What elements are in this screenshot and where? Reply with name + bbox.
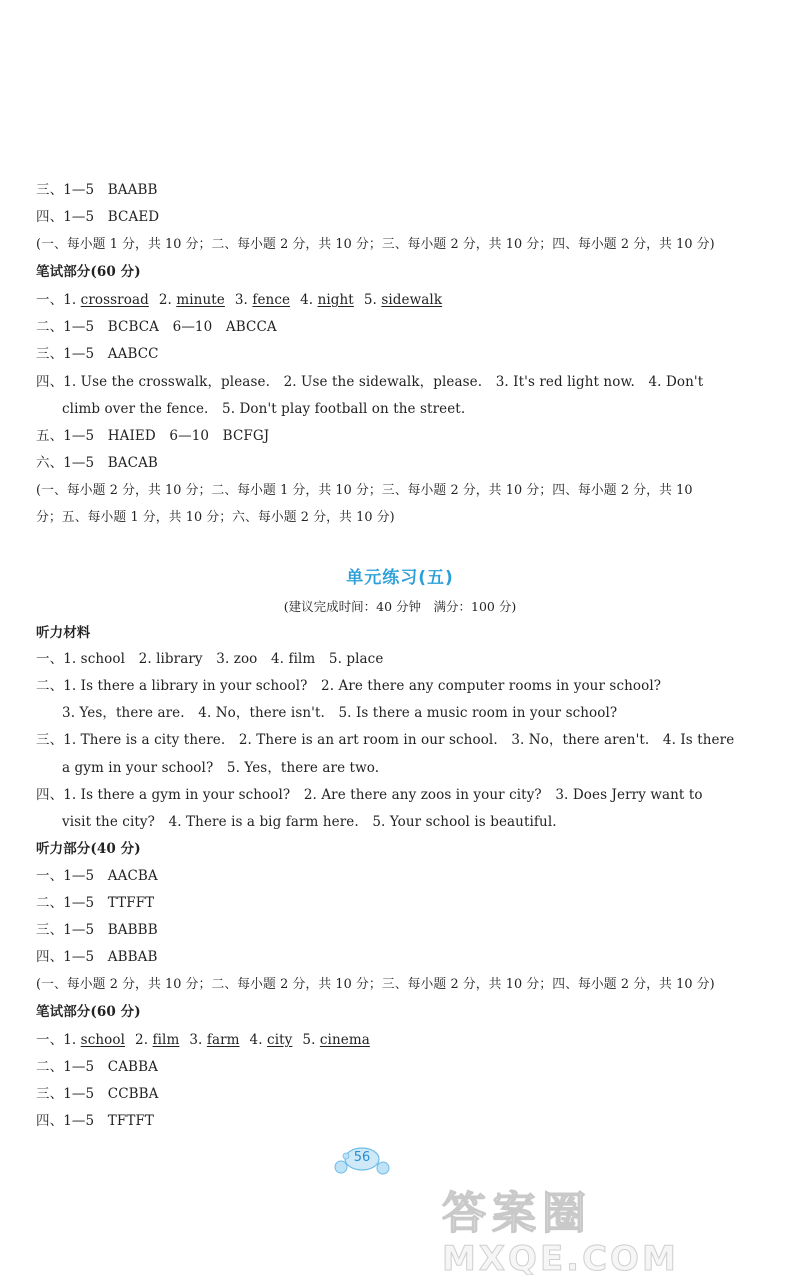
answer-line: climb over the fence. 5. Don't play football on the street. xyxy=(62,401,466,417)
page-number-badge xyxy=(332,1145,392,1177)
material-line: 3. Yes，there are. 4. No，there isn't. 5. Is there a music room in your school? xyxy=(62,705,618,721)
answer-word: school xyxy=(80,1032,126,1048)
material-line: visit the city? 4. There is a big farm here. 5. Your school is beautiful. xyxy=(62,814,557,830)
svg-text:MXQE.COM: MXQE.COM xyxy=(442,1239,679,1275)
answer-line: 五、1—5 HAIED 6—10 BCFGJ xyxy=(36,428,270,444)
material-line: 一、1. school 2. library 3. zoo 4. film 5. place xyxy=(36,651,384,667)
material-line: 四、1. Is there a gym in your school? 2. Are there any zoos in your city? 3. Does Jerry want to xyxy=(36,787,703,803)
material-line: 二、1. Is there a library in your school? 2. Are there any computer rooms in your school? xyxy=(36,678,662,694)
material-line: 三、1. There is a city there. 2. There is an art room in our school. 3. No，there aren't. 4. Is there xyxy=(36,732,735,748)
answer-line: 三、1—5 BABBB xyxy=(36,922,158,938)
answer-line: 四、1—5 BCAED xyxy=(36,209,160,225)
answer-word: cinema xyxy=(319,1032,370,1048)
answer-line-words: 一、1. crossroad 2. minute 3. fence 4. night 5. sidewalk xyxy=(36,292,443,308)
answer-line: 四、1. Use the crosswalk，please. 2. Use the sidewalk，please. 3. It's red light now. 4. Don't xyxy=(36,374,704,390)
answer-line: 二、1—5 TTFFT xyxy=(36,895,155,911)
answer-word: sidewalk xyxy=(381,292,443,308)
section-heading-listening-material: 听力材料 xyxy=(36,625,91,641)
svg-text:答案圈: 答案圈 xyxy=(442,1188,592,1239)
answer-line: 三、1—5 AABCC xyxy=(36,346,159,362)
answer-line: 三、1—5 CCBBA xyxy=(36,1086,159,1102)
answer-line: 一、1—5 AACBA xyxy=(36,868,158,884)
watermark-logo xyxy=(430,1180,790,1275)
unit-title: 单元练习(五) xyxy=(346,568,454,588)
item-prefix: 一、1. xyxy=(36,292,81,308)
answer-word: film xyxy=(152,1032,180,1048)
answer-line: 三、1—5 BAABB xyxy=(36,182,158,198)
answer-line: 四、1—5 ABBAB xyxy=(36,949,158,965)
section-heading-written: 笔试部分(60 分) xyxy=(36,1004,141,1020)
answer-word: night xyxy=(317,292,354,308)
answer-line: 四、1—5 TFTFT xyxy=(36,1113,155,1129)
answer-line-words: 一、1. school 2. film 3. farm 4. city 5. cinema xyxy=(36,1032,370,1048)
material-line: a gym in your school? 5. Yes，there are two. xyxy=(62,760,380,776)
score-note: (一、每小题 2 分，共 10 分；二、每小题 1 分，共 10 分；三、每小题 2 分，共 10 分；四、每小题 2 分，共 10 xyxy=(36,483,693,498)
answer-word: farm xyxy=(206,1032,240,1048)
answer-line: 二、1—5 BCBCA 6—10 ABCCA xyxy=(36,319,277,335)
score-note: (一、每小题 2 分，共 10 分；二、每小题 2 分，共 10 分；三、每小题 2 分，共 10 分；四、每小题 2 分，共 10 分) xyxy=(36,977,715,992)
answer-word: crossroad xyxy=(80,292,149,308)
score-note: 分；五、每小题 1 分，共 10 分；六、每小题 2 分，共 10 分) xyxy=(36,510,395,525)
section-heading-written: 笔试部分(60 分) xyxy=(36,264,141,280)
page-number: 56 xyxy=(353,1150,371,1165)
answer-word: minute xyxy=(176,292,225,308)
section-heading-listening: 听力部分(40 分) xyxy=(36,841,141,857)
answer-word: city xyxy=(267,1032,293,1048)
answer-line: 六、1—5 BACAB xyxy=(36,455,158,471)
score-note: (一、每小题 1 分，共 10 分；二、每小题 2 分，共 10 分；三、每小题 2 分，共 10 分；四、每小题 2 分，共 10 分) xyxy=(36,237,715,252)
unit-subtitle: (建议完成时间：40 分钟 满分：100 分) xyxy=(283,599,517,614)
answer-word: fence xyxy=(252,292,291,308)
answer-line: 二、1—5 CABBA xyxy=(36,1059,158,1075)
item-prefix: 一、1. xyxy=(36,1032,81,1048)
